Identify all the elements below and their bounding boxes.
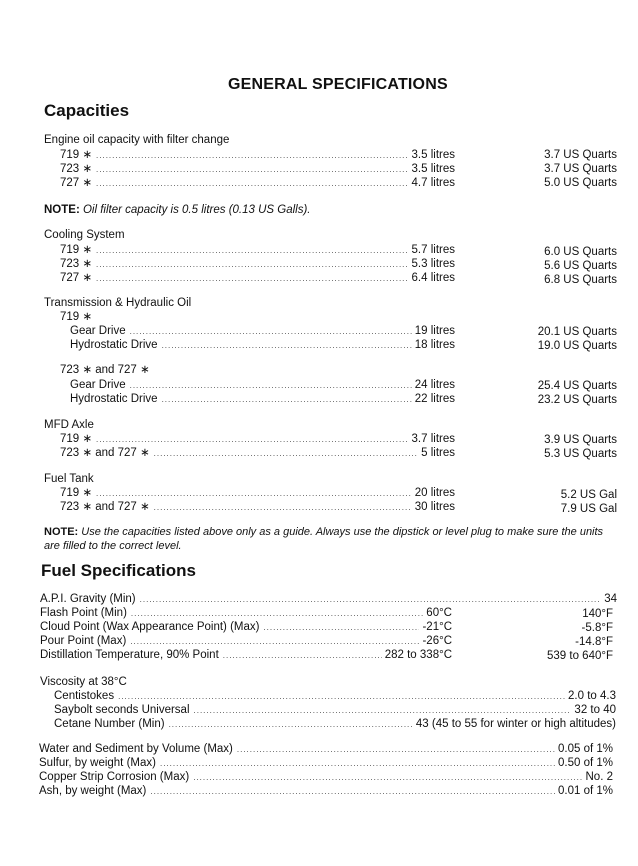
- metric-value: 3.5 litres: [411, 163, 455, 175]
- spec-value: 0.01 of 1%: [558, 785, 613, 797]
- model-label: 719 ∗: [60, 487, 93, 499]
- item-label: Gear Drive: [70, 325, 126, 337]
- transmission-group-label: 723 ∗ and 727 ∗: [60, 364, 150, 376]
- us-value: 3.9 US Quarts: [544, 434, 617, 446]
- us-value: 6.0 US Quarts: [544, 246, 617, 258]
- spec-value: 0.50 of 1%: [558, 757, 613, 769]
- spec-label: Distillation Temperature, 90% Point: [40, 649, 219, 661]
- spec-label: Copper Strip Corrosion (Max): [39, 771, 190, 783]
- spec-label: Sulfur, by weight (Max): [39, 757, 156, 769]
- us-value: 5.3 US Quarts: [544, 448, 617, 460]
- fuel-other-row: [39, 742, 613, 756]
- metric-value: 6.4 litres: [411, 272, 455, 284]
- item-label: Hydrostatic Drive: [70, 393, 158, 405]
- page-title: GENERAL SPECIFICATIONS: [228, 76, 448, 93]
- model-label: 723 ∗: [60, 258, 93, 270]
- us-value: 7.9 US Gal: [560, 503, 617, 515]
- metric-value: 4.7 litres: [411, 177, 455, 189]
- transmission-row: [70, 324, 455, 338]
- viscosity-row: [54, 703, 616, 717]
- viscosity-label: Viscosity at 38°C: [40, 676, 127, 688]
- celsius-value: -21°C: [422, 621, 452, 633]
- spec-label: Flash Point (Min): [40, 607, 127, 619]
- us-value: 3.7 US Quarts: [544, 149, 617, 161]
- cooling-row: [60, 271, 455, 285]
- transmission-row: [70, 392, 455, 406]
- note-text: Oil filter capacity is 0.5 litres (0.13 US Galls).: [82, 204, 311, 216]
- metric-value: 3.7 litres: [411, 433, 455, 445]
- mfd-axle-row: [60, 446, 455, 460]
- spec-label: Ash, by weight (Max): [39, 785, 147, 797]
- metric-value: 5.7 litres: [411, 244, 455, 256]
- fuel-specs-heading: Fuel Specifications: [41, 561, 196, 580]
- mfd-axle-row: [60, 432, 455, 446]
- note-capacities-guide: [44, 525, 618, 553]
- spec-value: 34: [604, 593, 617, 605]
- cooling-row: [60, 243, 455, 257]
- note-text: Use the capacities listed above only as a guide. Always use the dipstick or level plug to make sure the units are filled to the correct level.: [44, 526, 604, 552]
- fuel-prop-row: [40, 620, 452, 634]
- fuel-prop-row: [40, 606, 452, 620]
- celsius-value: -26°C: [422, 635, 452, 647]
- fuel-tank-row: [60, 486, 455, 500]
- fuel-tank-label: Fuel Tank: [44, 473, 94, 485]
- us-value: 23.2 US Quarts: [537, 394, 617, 406]
- us-value: 25.4 US Quarts: [537, 380, 617, 392]
- us-value: 6.8 US Quarts: [544, 274, 617, 286]
- fuel-tank-row: [60, 500, 455, 514]
- item-label: Hydrostatic Drive: [70, 339, 158, 351]
- spec-label: Centistokes: [54, 690, 115, 702]
- note-filter: [44, 203, 311, 217]
- model-label: 719 ∗: [60, 244, 93, 256]
- us-value: 3.7 US Quarts: [544, 163, 617, 175]
- note-label: NOTE:: [44, 526, 79, 538]
- celsius-value: 282 to 338°C: [384, 649, 452, 661]
- celsius-value: 60°C: [426, 607, 452, 619]
- metric-value: 5.3 litres: [411, 258, 455, 270]
- mfd-axle-label: MFD Axle: [44, 419, 94, 431]
- spec-value: 2.0 to 4.3: [568, 690, 616, 702]
- us-value: 5.0 US Quarts: [544, 177, 617, 189]
- spec-value: 0.05 of 1%: [558, 743, 613, 755]
- fahrenheit-value: -5.8°F: [581, 622, 613, 634]
- fuel-other-row: [39, 770, 613, 784]
- item-label: Gear Drive: [70, 379, 126, 391]
- metric-value: 22 litres: [414, 393, 455, 405]
- model-label: 723 ∗ and 727 ∗: [60, 447, 150, 459]
- metric-value: 24 litres: [414, 379, 455, 391]
- fuel-prop-row: [40, 634, 452, 648]
- metric-value: 19 litres: [414, 325, 455, 337]
- transmission-label: Transmission & Hydraulic Oil: [44, 297, 192, 309]
- model-label: 719 ∗: [60, 433, 93, 445]
- spec-label: Pour Point (Max): [40, 635, 127, 647]
- transmission-group-label: 719 ∗: [60, 311, 93, 323]
- model-label: 723 ∗ and 727 ∗: [60, 501, 150, 513]
- spec-label: Cetane Number (Min): [54, 718, 165, 730]
- viscosity-row: [54, 689, 616, 703]
- model-label: 719 ∗: [60, 149, 93, 161]
- metric-value: 5 litres: [421, 447, 455, 459]
- engine-oil-row: [60, 162, 455, 176]
- spec-label: Water and Sediment by Volume (Max): [39, 743, 233, 755]
- api-gravity-row: [40, 592, 617, 606]
- engine-oil-row: [60, 176, 455, 190]
- model-label: 723 ∗: [60, 163, 93, 175]
- spec-value: 32 to 40: [574, 704, 616, 716]
- metric-value: 3.5 litres: [411, 149, 455, 161]
- cooling-label: Cooling System: [44, 229, 125, 241]
- metric-value: 20 litres: [414, 487, 455, 499]
- fahrenheit-value: 539 to 640°F: [547, 650, 613, 662]
- metric-value: 30 litres: [414, 501, 455, 513]
- note-label: NOTE:: [44, 204, 80, 216]
- us-value: 19.0 US Quarts: [537, 340, 617, 352]
- spec-value: 43 (45 to 55 for winter or high altitudes): [415, 718, 616, 730]
- fahrenheit-value: -14.8°F: [575, 636, 613, 648]
- model-label: 727 ∗: [60, 272, 93, 284]
- engine-oil-row: [60, 148, 455, 162]
- us-value: 5.6 US Quarts: [544, 260, 617, 272]
- fahrenheit-value: 140°F: [582, 608, 613, 620]
- spec-value: No. 2: [585, 771, 613, 783]
- transmission-row: [70, 378, 455, 392]
- us-value: 20.1 US Quarts: [537, 326, 617, 338]
- distillation-row: [40, 648, 452, 662]
- capacities-heading: Capacities: [44, 101, 130, 120]
- model-label: 727 ∗: [60, 177, 93, 189]
- metric-value: 18 litres: [414, 339, 455, 351]
- us-value: 5.2 US Gal: [560, 489, 617, 501]
- spec-label: Saybolt seconds Universal: [54, 704, 190, 716]
- cooling-row: [60, 257, 455, 271]
- spec-label: Cloud Point (Wax Appearance Point) (Max): [40, 621, 260, 633]
- viscosity-row: [54, 717, 616, 731]
- engine-oil-label: Engine oil capacity with filter change: [44, 134, 230, 146]
- fuel-other-row: [39, 756, 613, 770]
- transmission-row: [70, 338, 455, 352]
- fuel-other-row: [39, 784, 613, 798]
- spec-label: A.P.I. Gravity (Min): [40, 593, 136, 605]
